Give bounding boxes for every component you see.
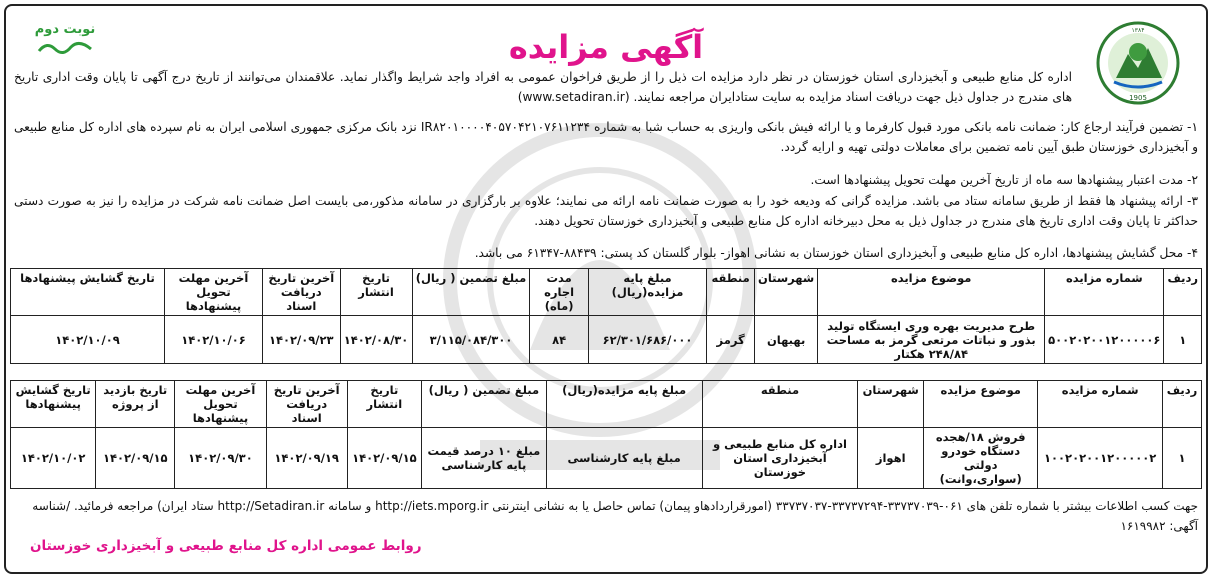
- table-cell: ۱۴۰۲/۱۰/۰۶: [164, 316, 262, 364]
- col-header: مبلغ تضمین ( ریال): [412, 269, 530, 316]
- auction-table-lease: [10, 268, 1202, 364]
- col-header: آخرین تاریخ دریافت اسناد: [266, 381, 347, 428]
- table-cell: اداره کل منابع طبیعی و آبخیزداری استان خوزستان: [702, 428, 858, 489]
- col-header: آخرین مهلت تحویل پیشنهادها: [175, 381, 266, 428]
- table-cell: ۵۰۰۲۰۲۰۰۱۲۰۰۰۰۰۶: [1045, 316, 1164, 364]
- col-header: آخرین تاریخ دریافت اسناد: [263, 269, 341, 316]
- table-cell: ۸۴: [530, 316, 588, 364]
- table-cell: ۱۴۰۲/۱۰/۰۹: [11, 316, 165, 364]
- col-header: مبلغ تضمین ( ریال): [422, 381, 547, 428]
- col-header: موضوع مزایده: [924, 381, 1038, 428]
- table-cell: مبلغ پایه کارشناسی: [546, 428, 702, 489]
- condition-2: ۲- مدت اعتبار پیشنهادها سه ماه از تاریخ آخرین مهلت تحویل پیشنهادها است.: [810, 173, 1198, 187]
- col-header: تاریخ گشایش پیشنهادها: [11, 269, 165, 316]
- table-cell: مبلغ ۱۰ درصد قیمت پایه کارشناسی: [422, 428, 547, 489]
- table-cell: ۱: [1164, 316, 1202, 364]
- table-cell: ۱۴۰۲/۱۰/۰۲: [11, 428, 96, 489]
- col-header: تاریخ انتشار: [340, 269, 412, 316]
- table-cell: ۱: [1163, 428, 1202, 489]
- col-header: تاریخ بازدید از پروژه: [96, 381, 175, 428]
- col-header: شماره مزایده: [1045, 269, 1164, 316]
- table-header-row: [11, 381, 1202, 428]
- footer-signature: روابط عمومی اداره کل منابع طبیعی و آبخیزداری خوزستان: [30, 538, 422, 554]
- col-header: مدت اجاره (ماه): [530, 269, 588, 316]
- table-header-row: [11, 269, 1202, 316]
- table-cell: ۳/۱۱۵/۰۸۴/۳۰۰: [412, 316, 530, 364]
- table-cell: ۱۴۰۲/۰۸/۳۰: [340, 316, 412, 364]
- table-cell: ۱۰۰۲۰۲۰۰۱۲۰۰۰۰۰۲: [1038, 428, 1163, 489]
- col-header: تاریخ انتشار: [347, 381, 421, 428]
- table-cell: بهبهان: [755, 316, 818, 364]
- col-header: مبلغ پایه مزایده(ریال): [546, 381, 702, 428]
- page-title: آگهی مزایده: [508, 28, 704, 66]
- condition-1: ۱- تضمین فرآیند ارجاع کار: ضمانت نامه بانکی مورد قبول کارفرما و یا ارائه فیش بانکی واریزی به حساب شبا به شماره IR۸۲۰۱۰۰۰۰۴۰۵۷۰۴۲۱۰۷۶۱۱۲۳۴ نزد بانک مرکزی جمهوری اسلامی ایران به نام سپرده های اداره کل منابع طبیعی و آبخیزداری خوزستان طبق آیین نامه تضمین برای معاملات دولتی تهیه و ارایه گردد.: [14, 120, 1198, 154]
- col-header: شهرستان: [755, 269, 818, 316]
- table-cell: ۶۲/۳۰۱/۶۸۶/۰۰۰: [588, 316, 706, 364]
- col-header: ردیف: [1163, 381, 1202, 428]
- badge-label: نوبت دوم: [34, 22, 96, 37]
- svg-text:1905: 1905: [1129, 94, 1147, 102]
- col-header: شماره مزایده: [1038, 381, 1163, 428]
- col-header: منطقه: [702, 381, 858, 428]
- col-header: تاریخ گشایش پیشنهادها: [11, 381, 96, 428]
- table-cell: ۱۴۰۲/۰۹/۱۵: [96, 428, 175, 489]
- table-cell: اهواز: [858, 428, 924, 489]
- table-row: [11, 316, 1202, 364]
- table-cell: فروش ۱۸/هجده دستگاه خودرو دولتی (سواری،وانت): [924, 428, 1038, 489]
- col-header: منطقه: [707, 269, 755, 316]
- table-cell: ۱۴۰۲/۰۹/۱۹: [266, 428, 347, 489]
- table-cell: ۱۴۰۲/۰۹/۱۵: [347, 428, 421, 489]
- condition-3: ۳- ارائه پیشنهاد ها فقط از طریق سامانه ستاد می باشد. مزایده گرانی که ودیعه خود را به صورت ضمانت نامه ارائه می نمایند؛ علاوه بر بارگزاری در سامانه مذکور،می بایست اصل ضمانت نامه شرکت در مزایده را نیز به صورت دستی حداکثر تا پایان وقت اداری تاریخ های مندرج در جداول ذیل به محل دبیرخانه اداره کل منابع طبیعی و آبخیزداری خوزستان تحویل دهند.: [14, 194, 1198, 228]
- intro-paragraph: اداره کل منابع طبیعی و آبخیزداری استان خوزستان در نظر دارد مزایده ات ذیل را از طریق فراخوان عمومی به افراد واجد شرایط واگذار نماید. علاقمندان می‌توانند از تاریخ درج آگهی تا پایان وقت اداری تاریخ های مندرج در جداول ذیل جهت دریافت اسناد مزایده به سایت ستادایران مراجعه نمایند. (www.setadiran.ir): [14, 70, 1072, 104]
- col-header: آخرین مهلت تحویل پیشنهادها: [164, 269, 262, 316]
- table-cell: ۱۴۰۲/۰۹/۳۰: [175, 428, 266, 489]
- svg-text:۱۳۸۴: ۱۳۸۴: [1131, 27, 1145, 34]
- col-header: مبلغ پایه مزایده(ریال): [588, 269, 706, 316]
- table-row: [11, 428, 1202, 489]
- contact-info: جهت کسب اطلاعات بیشتر با شماره تلفن های ۰۶۱-۳۳۷۳۷۰۳۹-۳۳۷۳۷۲۹۴-۳۳۷۳۷۰۳۷ (امورقراردادهاو پیمان) تماس حاصل یا به نشانی اینترنتی http://iets.mporg.ir و سامانه http://Setadiran.ir ستاد ایران) مراجعه فرمائید. /شناسه آگهی: ۱۶۱۹۹۸۲: [32, 499, 1198, 533]
- col-header: ردیف: [1164, 269, 1202, 316]
- auction-table-vehicles: [10, 380, 1202, 489]
- table-cell: گرمز: [707, 316, 755, 364]
- table-cell: ۱۴۰۲/۰۹/۲۳: [263, 316, 341, 364]
- table-cell: طرح مدیریت بهره وری ایستگاه تولید بذور و نباتات مرتعی گرمز به مساحت ۲۴۸/۸۴ هکتار: [818, 316, 1045, 364]
- col-header: موضوع مزایده: [818, 269, 1045, 316]
- condition-4: ۴- محل گشایش پیشنهادها، اداره کل منابع طبیعی و آبخیزداری استان خوزستان به نشانی اهواز- بلوار گلستان کد پستی: ۸۸۴۳۹-۶۱۳۴۷ می باشد.: [474, 246, 1198, 260]
- col-header: شهرستان: [858, 381, 924, 428]
